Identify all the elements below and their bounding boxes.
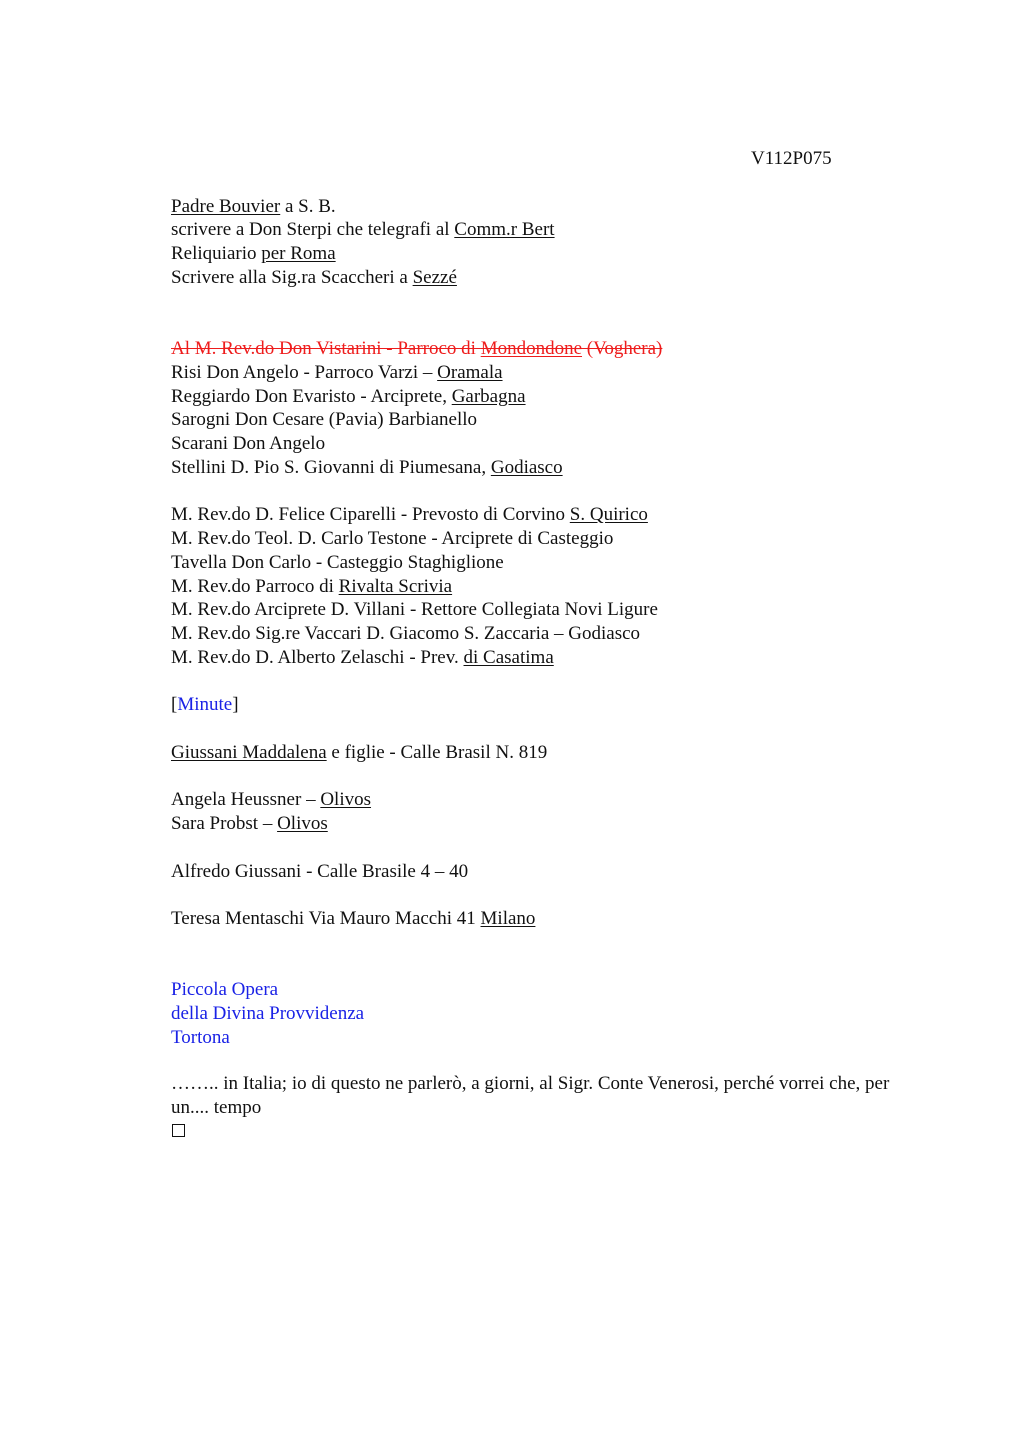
address-text: M. Rev.do Parroco di <box>171 576 339 597</box>
address-line: Alfredo Giussani - Calle Brasile 4 – 40 <box>171 861 469 882</box>
note-line <box>171 218 555 242</box>
address-line: M. Rev.do Teol. D. Carlo Testone - Arciprete di Casteggio <box>171 528 614 549</box>
address-text: M. Rev.do D. Felice Ciparelli - Prevosto di Corvino <box>171 504 570 525</box>
address-text: e figlie - Calle Brasil N. 819 <box>326 742 548 763</box>
address-line <box>171 812 328 836</box>
underlined-place: Rivalta Scrivia <box>338 576 453 597</box>
address-line <box>171 907 535 931</box>
struck-address-line <box>171 337 662 361</box>
address-line <box>171 385 526 409</box>
letterhead-line: Piccola Opera <box>171 979 279 1000</box>
note-line <box>171 242 336 266</box>
struck-text: Al M. Rev.do Don Vistarini - Parroco di <box>171 338 481 359</box>
empty-box-icon <box>172 1124 185 1137</box>
underlined-name: Comm.r Bert <box>454 219 555 240</box>
underlined-place: Olivos <box>320 789 372 810</box>
address-line <box>171 456 563 480</box>
address-text: Angela Heussner – <box>171 789 321 810</box>
note-text: a S. B. <box>280 196 336 217</box>
underlined-place: Godiasco <box>490 457 563 478</box>
note-line <box>171 195 336 219</box>
address-line <box>171 646 554 670</box>
address-text: Teresa Mentaschi Via Mauro Macchi 41 <box>171 908 481 929</box>
address-text: M. Rev.do D. Alberto Zelaschi - Prev. <box>171 647 464 668</box>
bracket-close: ] <box>232 694 239 715</box>
minute-label: Minute <box>177 694 233 715</box>
underlined-name: Sezzé <box>412 267 457 288</box>
address-line <box>171 503 648 527</box>
note-text: Scrivere alla Sig.ra Scaccheri a <box>171 267 413 288</box>
address-line: M. Rev.do Sig.re Vaccari D. Giacomo S. Zaccaria – Godiasco <box>171 623 641 644</box>
note-text: scrivere a Don Sterpi che telegrafi al <box>171 219 455 240</box>
underlined-place: Oramala <box>437 362 503 383</box>
address-text: Risi Don Angelo - Parroco Varzi – <box>171 362 438 383</box>
bracket-open: [ <box>171 694 178 715</box>
note-text: Reliquiario <box>171 243 262 264</box>
minute-marker <box>171 693 239 717</box>
address-line <box>171 575 452 599</box>
address-line: Tavella Don Carlo - Casteggio Staghiglione <box>171 552 504 573</box>
underlined-name: Giussani Maddalena <box>171 742 327 763</box>
letterhead-line: della Divina Provvidenza <box>171 1003 365 1024</box>
underlined-place: Olivos <box>277 813 328 834</box>
address-line <box>171 741 547 765</box>
underlined-place: Garbagna <box>451 386 526 407</box>
letterhead-line: Tortona <box>171 1027 230 1048</box>
underlined-name: Padre Bouvier <box>171 196 281 217</box>
letter-fragment: …….. in Italia; io di questo ne parlerò, a giorni, al Sigr. Conte Venerosi, perché vorrei che, per un.... tempo <box>171 1073 890 1118</box>
struck-text: (Voghera) <box>582 338 663 359</box>
address-text: Sara Probst – <box>171 813 278 834</box>
address-line: M. Rev.do Arciprete D. Villani - Rettore Collegiata Novi Ligure <box>171 599 658 620</box>
underlined-name: per Roma <box>261 243 336 264</box>
struck-underlined-text: Mondondone <box>480 338 583 359</box>
address-line: Scarani Don Angelo <box>171 433 326 454</box>
address-text: Reggiardo Don Evaristo - Arciprete, <box>171 386 452 407</box>
reference-code: V112P075 <box>751 148 832 169</box>
address-line <box>171 361 503 385</box>
address-text: Stellini D. Pio S. Giovanni di Piumesana, <box>171 457 491 478</box>
address-line <box>171 788 371 812</box>
underlined-place: S. Quirico <box>569 504 648 525</box>
underlined-place: di Casatima <box>463 647 554 668</box>
address-line: Sarogni Don Cesare (Pavia) Barbianello <box>171 409 478 430</box>
note-line <box>171 266 457 290</box>
underlined-place: Milano <box>480 908 536 929</box>
